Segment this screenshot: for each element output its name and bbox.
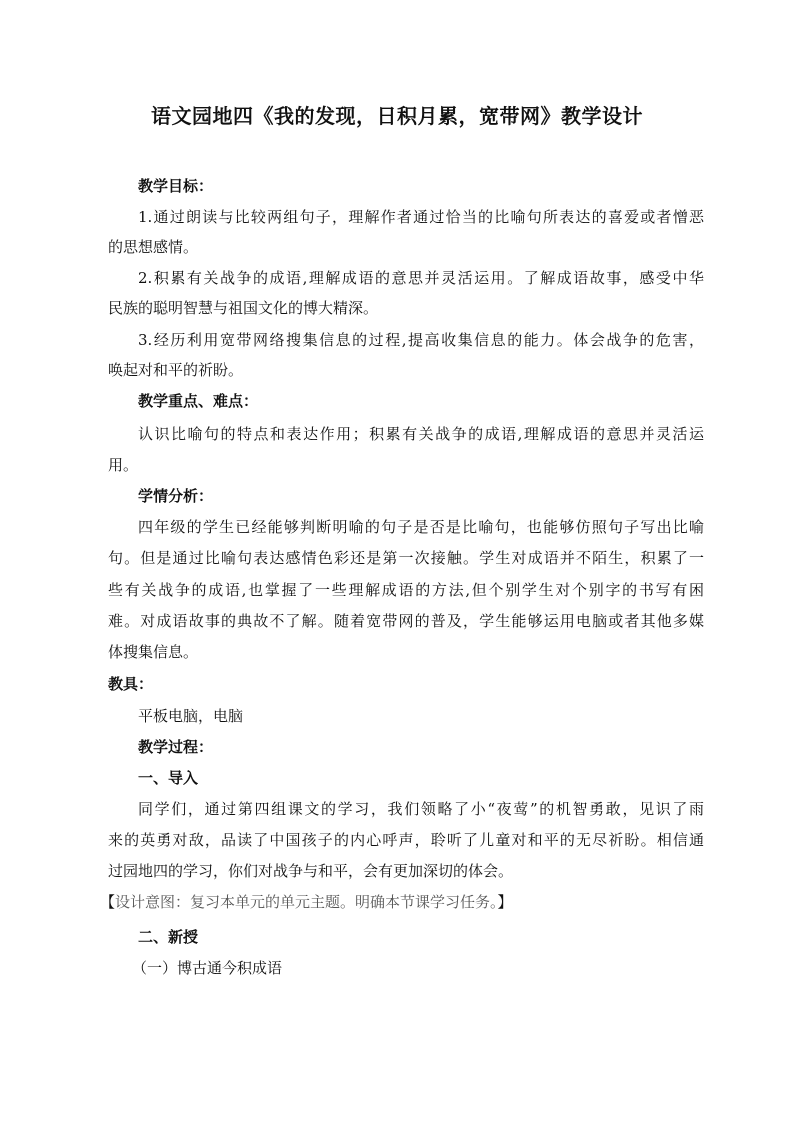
intent-close-bracket: 】	[497, 893, 513, 911]
analysis-line-1: 四年级的学生已经能够判断明喻的句子是否是比喻句，也能够仿照句子写出比喻	[138, 518, 704, 536]
section-1-line-1: 同学们，通过第四组课文的学习，我们领略了小“夜莺”的机智勇敢，见识了雨	[138, 800, 704, 818]
analysis-line-2: 句。但是通过比喻句表达感情色彩还是第一次接触。学生对成语并不陌生，积累了一	[108, 549, 704, 567]
intent-open-bracket: 【	[100, 893, 116, 911]
tools-heading: 教具：	[108, 675, 154, 693]
document-title: 语文园地四《我的发现，日积月累，宽带网》教学设计	[151, 104, 643, 128]
keypoints-heading: 教学重点、难点：	[138, 392, 259, 410]
intent-text: 设计意图：复习本单元的单元主题。明确本节课学习任务。	[115, 893, 498, 911]
section-1-line-2: 来的英勇对敌，品读了中国孩子的内心呼声，聆听了儿童对和平的无尽祈盼。相信通	[108, 831, 704, 849]
analysis-heading: 学情分析：	[138, 487, 214, 505]
objective-1-line-2: 的思想感情。	[108, 238, 199, 256]
section-1-heading: 一、导入	[138, 769, 199, 787]
objective-3-line-1: 3.经历利用宽带网络搜集信息的过程,提高收集信息的能力。体会战争的危害，	[138, 331, 704, 349]
analysis-line-5: 体搜集信息。	[108, 643, 199, 661]
section-1-line-3: 过园地四的学习，你们对战争与和平，会有更加深切的体会。	[108, 862, 514, 880]
objective-2-line-2: 民族的聪明智慧与祖国文化的博大精深。	[108, 299, 379, 317]
design-intent-note	[100, 892, 696, 912]
objectives-heading: 教学目标：	[138, 177, 214, 195]
analysis-line-4: 难。对成语故事的典故不了解。随着宽带网的普及，学生能够运用电脑或者其他多媒	[108, 612, 704, 630]
objective-3-line-2: 唤起对和平的祈盼。	[108, 361, 244, 379]
section-2-sub-1: （一）博古通今积成语	[132, 959, 283, 977]
process-heading: 教学过程：	[138, 738, 214, 756]
analysis-line-3: 些有关战争的成语,也掌握了一些理解成语的方法,但个别学生对个别字的书写有困	[108, 581, 704, 599]
section-2-heading: 二、新授	[138, 928, 199, 946]
keypoints-line-2: 用。	[108, 456, 139, 474]
tools-text: 平板电脑，电脑	[138, 707, 244, 725]
objective-2-line-1: 2.积累有关战争的成语,理解成语的意思并灵活运用。了解成语故事，感受中华	[138, 269, 704, 287]
keypoints-line-1: 认识比喻句的特点和表达作用；积累有关战争的成语,理解成语的意思并灵活运	[138, 425, 704, 443]
objective-1-line-1: 1.通过朗读与比较两组句子，理解作者通过恰当的比喻句所表达的喜爱或者憎恶	[138, 208, 704, 226]
